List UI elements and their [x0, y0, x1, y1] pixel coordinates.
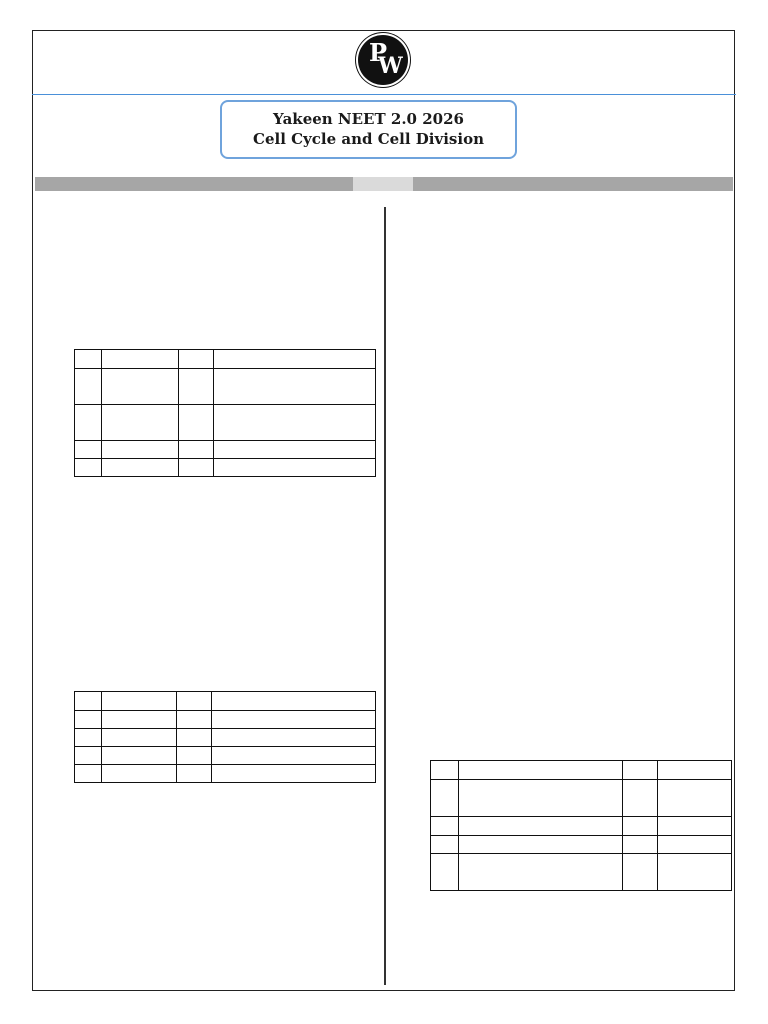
table-row	[75, 459, 376, 477]
table-cell	[75, 350, 102, 369]
table-row	[431, 836, 732, 854]
table-row	[75, 711, 376, 729]
table-cell	[75, 729, 102, 747]
table-cell	[102, 692, 177, 711]
table-cell	[102, 405, 179, 441]
table-cell	[431, 836, 459, 854]
match-table-2	[74, 691, 376, 783]
table-cell	[431, 854, 459, 891]
table-cell	[75, 747, 102, 765]
logo-letter-w: W	[378, 53, 403, 79]
table-cell	[623, 761, 658, 780]
header-rule	[32, 94, 736, 95]
match-table-1	[74, 349, 376, 477]
table-cell	[75, 459, 102, 477]
table-cell	[177, 729, 212, 747]
table-cell	[459, 836, 623, 854]
table-row	[75, 747, 376, 765]
table-cell	[177, 747, 212, 765]
table-cell	[658, 854, 732, 891]
table-cell	[75, 441, 102, 459]
table-row	[75, 369, 376, 405]
table-cell	[623, 780, 658, 817]
table-cell	[214, 405, 376, 441]
table-row	[75, 692, 376, 711]
table-row	[75, 765, 376, 783]
table-row	[75, 729, 376, 747]
table-cell	[75, 369, 102, 405]
table-row	[431, 817, 732, 836]
title-line-2: Cell Cycle and Cell Division	[253, 130, 484, 148]
table-cell	[179, 441, 214, 459]
table-cell	[623, 854, 658, 891]
table-cell	[102, 441, 179, 459]
section-bar-left	[35, 177, 353, 191]
table-cell	[179, 369, 214, 405]
table-cell	[75, 692, 102, 711]
table-cell	[214, 441, 376, 459]
table-cell	[431, 780, 459, 817]
table-cell	[212, 747, 376, 765]
column-divider	[384, 207, 386, 985]
table-cell	[102, 747, 177, 765]
table-cell	[177, 765, 212, 783]
table-cell	[212, 729, 376, 747]
table-cell	[212, 765, 376, 783]
logo-letter-p: P	[369, 38, 388, 67]
table-cell	[75, 765, 102, 783]
table-cell	[179, 459, 214, 477]
table-row	[431, 761, 732, 780]
table-cell	[459, 854, 623, 891]
table-cell	[212, 692, 376, 711]
title-line-1: Yakeen NEET 2.0 2026	[273, 110, 464, 128]
table-row	[75, 350, 376, 369]
table-cell	[177, 692, 212, 711]
section-bar-right	[413, 177, 733, 191]
table-row	[75, 405, 376, 441]
table-cell	[102, 765, 177, 783]
table-cell	[658, 817, 732, 836]
table-cell	[459, 761, 623, 780]
table-cell	[102, 369, 179, 405]
title-box	[220, 100, 517, 159]
table-cell	[459, 780, 623, 817]
table-row	[75, 441, 376, 459]
table-cell	[102, 729, 177, 747]
table-cell	[179, 405, 214, 441]
match-table-3	[430, 760, 732, 891]
section-bar-middle	[353, 177, 413, 191]
table-cell	[214, 369, 376, 405]
table-cell	[658, 836, 732, 854]
table-cell	[431, 817, 459, 836]
table-cell	[75, 405, 102, 441]
table-cell	[431, 761, 459, 780]
table-cell	[212, 711, 376, 729]
table-cell	[102, 350, 179, 369]
table-row	[431, 780, 732, 817]
table-cell	[179, 350, 214, 369]
table-cell	[459, 817, 623, 836]
table-cell	[214, 459, 376, 477]
table-row	[431, 854, 732, 891]
table-cell	[177, 711, 212, 729]
table-cell	[623, 836, 658, 854]
table-cell	[102, 711, 177, 729]
table-cell	[102, 459, 179, 477]
pw-logo	[358, 35, 408, 85]
table-cell	[75, 711, 102, 729]
table-cell	[658, 780, 732, 817]
table-cell	[658, 761, 732, 780]
table-cell	[214, 350, 376, 369]
table-cell	[623, 817, 658, 836]
